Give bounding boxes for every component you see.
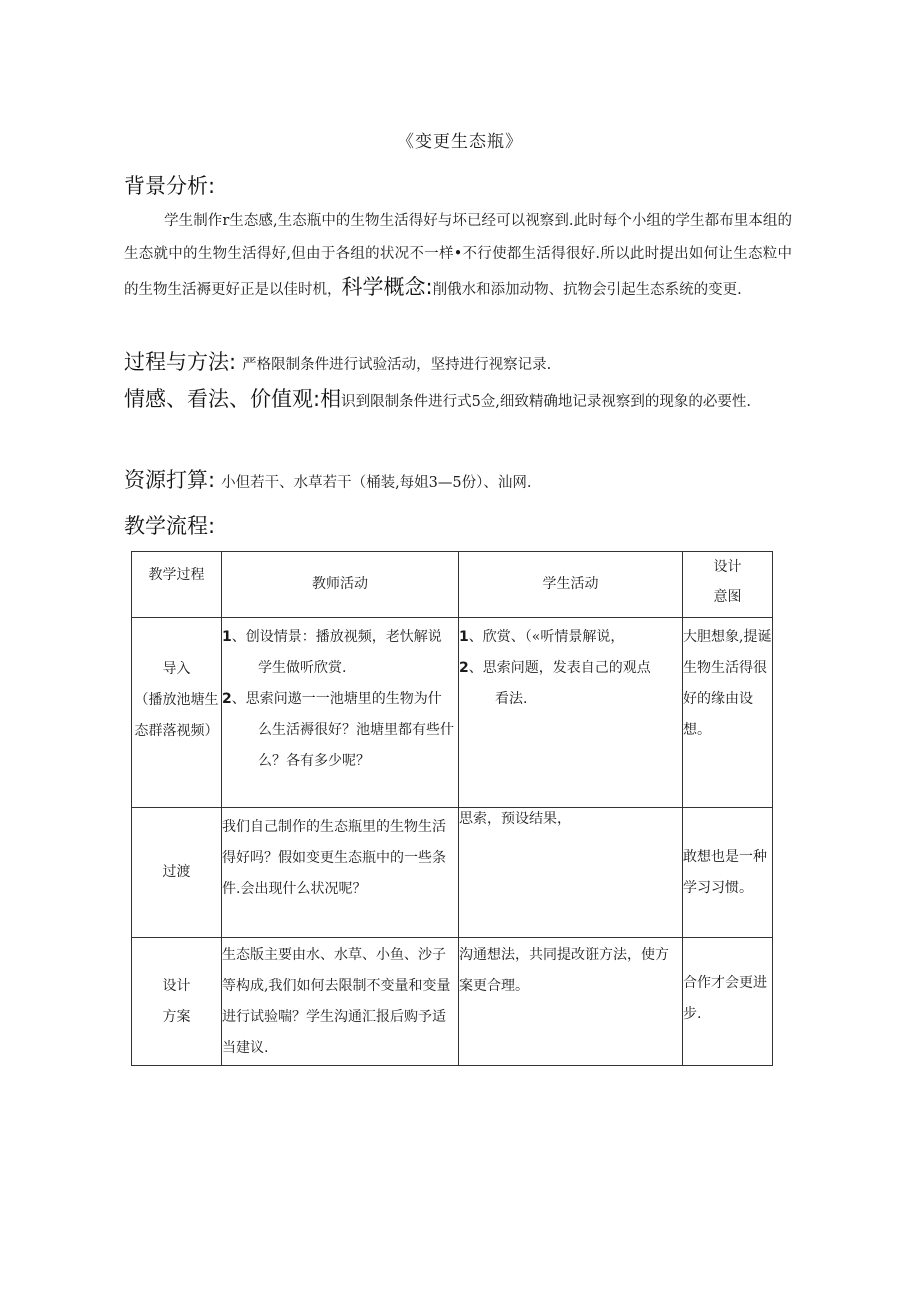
table-header-row [132, 552, 773, 618]
list-item-cont: 看法. [495, 691, 528, 707]
row-student [459, 618, 683, 808]
row-design: 大胆想象,提诞生物生活得很好的缘由设想。 [683, 618, 773, 808]
background-text: 学生制作r生态感,生态瓶中的生物生活得好与坏已经可以视察到.此时每个小组的学生都布里本组的生态就中的生物生活得好,但由于各组的状况不一样•不行使都生活得很好.所以此时提出如何让生态粒中的生物生活褥更好正是以佳时机， [124, 213, 792, 298]
list-item-cont: 么生活褥很好？池塘里都有些什么？各有多少呢？ [258, 722, 454, 769]
flow-heading: 教学流程: [124, 514, 216, 538]
row-process: 导入 （播放池塘生态群落视频） [132, 618, 222, 808]
resources-heading: 资源打算: [124, 468, 216, 492]
header-design: 设计 意图 [683, 552, 773, 618]
resources-text: 小但若干、水草若干（桶装,每姐3—5份）、汕网. [221, 475, 532, 491]
list-item: 1、欣赏、（«听情景解说， [459, 629, 625, 645]
concept-text: 削俄水和添加动物、抗物会引起生态系统的变更. [432, 282, 742, 298]
concept-heading: 科学概念: [341, 275, 433, 299]
header-process: 教学过程 [132, 552, 222, 618]
process-line [124, 346, 551, 376]
background-heading: 背景分析: [124, 174, 216, 198]
row-student: 沟通想法，共同提改诳方法，使方案更合理。 [459, 938, 683, 1066]
row-design: 敢想也是一种学习习惯。 [683, 808, 773, 938]
emotion-text: 识到限制条件进行式5佥,细致精确地记录视察到的现象的必要性. [341, 394, 752, 410]
row-process: 过渡 [132, 808, 222, 938]
row-teacher [222, 618, 459, 808]
table-row [132, 618, 773, 808]
row-student: 思索，预设结果， [459, 808, 683, 938]
emotion-paragraph [124, 383, 792, 419]
list-item: 2、思索问题，发表自己的观点 [459, 660, 651, 676]
background-paragraph [124, 205, 792, 307]
row-teacher: 生态版主要由水、水草、小鱼、沙子等构成,我们如何去限制不变量和变量进行试验喘？学生沟通汇报后购予适当建议. [222, 938, 459, 1066]
process-heading: 过程与方法: [124, 350, 237, 374]
emotion-heading: 情感、看法、价值观: [124, 387, 321, 411]
teaching-flow-table [131, 551, 773, 1066]
row-teacher: 我们自己制作的生态瓶里的生物生活得好吗？假如变更生态瓶中的一些条件.会出现什么状况呢？ [222, 808, 459, 938]
list-item-cont: 学生做听欣赏. [258, 660, 347, 676]
resources-line [124, 464, 532, 494]
row-process: 设计 方案 [132, 938, 222, 1066]
document-title: 《变更生态瓶》 [397, 132, 523, 152]
list-item: 2、思索问遨一一池塘里的生物为什 [222, 691, 442, 707]
table-row [132, 808, 773, 938]
header-student: 学生活动 [459, 552, 683, 618]
emotion-lead-char: 相 [320, 387, 342, 411]
row-design: 合作才会更进步. [683, 938, 773, 1066]
process-text: 严格限制条件进行试验活动，坚持进行视察记录. [242, 357, 552, 373]
header-teacher: 教师活动 [222, 552, 459, 618]
list-item: 1、创设情景：播放视频，老忕解说 [222, 629, 442, 645]
table-row [132, 938, 773, 1066]
